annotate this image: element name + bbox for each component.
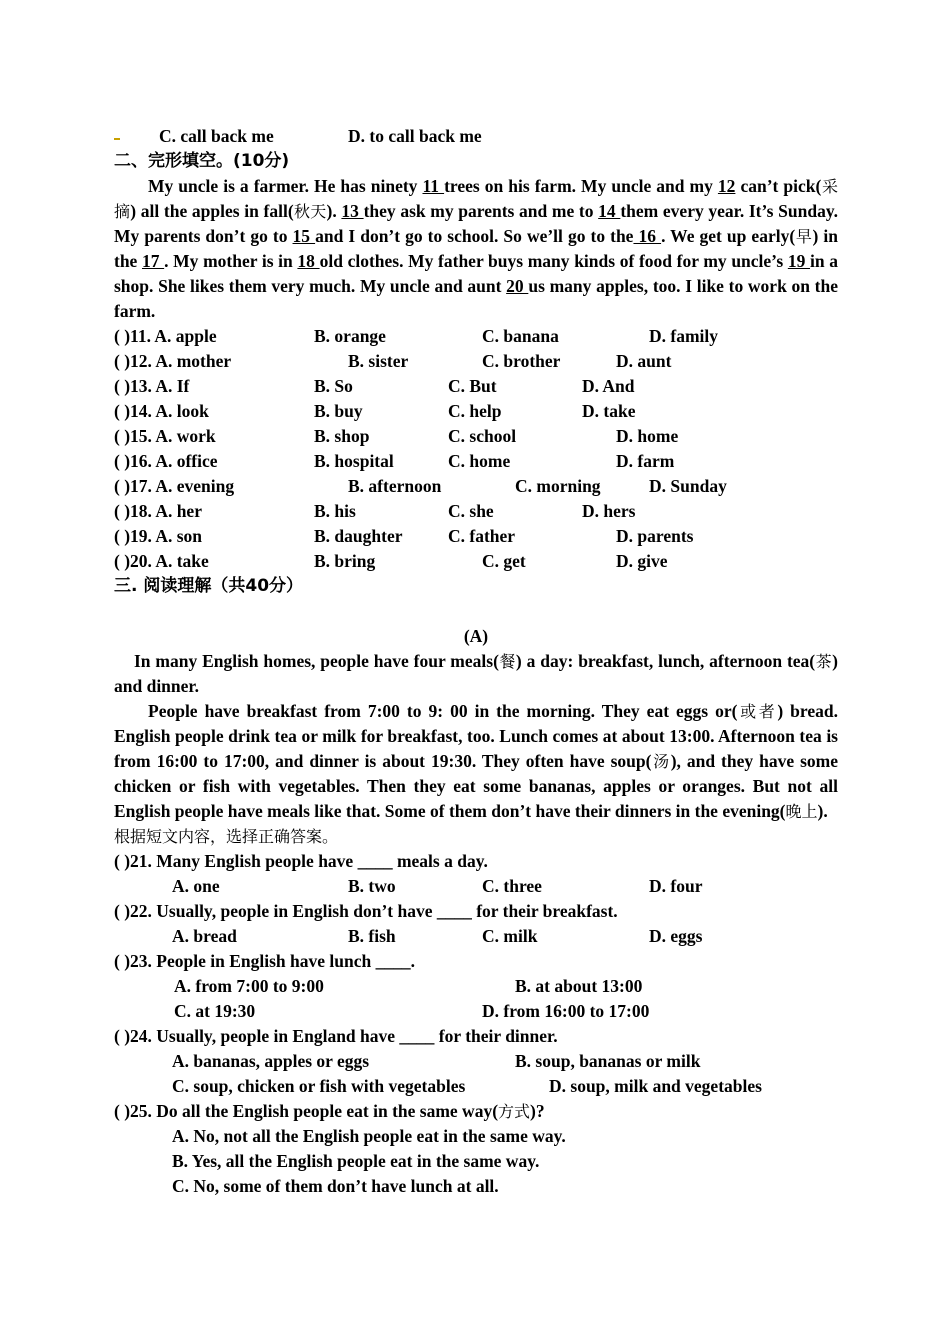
question-row: ( )13. A. If B. So C. But D. And [114, 376, 635, 396]
instruction: 根据短文内容，选择正确答案。 [114, 827, 339, 846]
blank-13: 13 [341, 201, 364, 221]
options-22: A. bread B. fish C. milk D. eggs [172, 926, 703, 946]
options-24a: A. bananas, apples or eggs B. soup, bananas or milk [172, 1051, 701, 1071]
question-row: ( )18. A. her B. his C. she D. hers [114, 501, 636, 521]
question-row: ( )16. A. office B. hospital C. home D. farm [114, 451, 675, 471]
top-options-row [114, 124, 838, 149]
blank-17: 17 [141, 251, 165, 271]
question-25: ( )25. Do all the English people eat in the same way(方式)? [114, 1101, 545, 1121]
section2-heading: 二、完形填空。(10分) [114, 151, 290, 171]
blank-20: 20 [506, 276, 529, 296]
question-24: ( )24. Usually, people in England have ____ for their dinner. [114, 1026, 558, 1046]
question-row: ( )20. A. take B. bring C. get D. give [114, 551, 668, 571]
question-23: ( )23. People in English have lunch ____. [114, 951, 415, 971]
question-22: ( )22. Usually, people in English don’t have ____ for their breakfast. [114, 901, 618, 921]
question-row: ( )19. A. son B. daughter C. father D. parents [114, 526, 694, 546]
passage-label: (A) [463, 626, 489, 646]
blank-12: 12 [717, 176, 736, 196]
question-row: ( )12. A. mother B. sister C. brother D. aunt [114, 351, 672, 371]
question-21: ( )21. Many English people have ____ meals a day. [114, 851, 488, 871]
options-23b: C. at 19:30 D. from 16:00 to 17:00 [174, 1001, 650, 1021]
marker-dot [114, 138, 120, 140]
option-25a: A. No, not all the English people eat in the same way. [172, 1126, 566, 1146]
blank-16: 16 [633, 226, 662, 246]
blank-15: 15 [292, 226, 316, 246]
reading-paragraph-1: In many English homes, people have four meals(餐) a day: breakfast, lunch, afternoon tea(茶) and dinner. [114, 651, 838, 696]
question-row: ( )17. A. evening B. afternoon C. morning D. Sunday [114, 476, 727, 496]
blank-14: 14 [598, 201, 621, 221]
blank-11: 11 [422, 176, 445, 196]
options-23a: A. from 7:00 to 9:00 B. at about 13:00 [174, 976, 643, 996]
question-row: ( )11. A. apple B. orange C. banana D. family [114, 326, 719, 346]
option-d: D. to call back me [348, 126, 482, 146]
options-24b: C. soup, chicken or fish with vegetables D. soup, milk and vegetables [172, 1076, 762, 1096]
options-21: A. one B. two C. three D. four [172, 876, 703, 896]
document-page [114, 124, 838, 1199]
option-c: C. call back me [159, 126, 274, 146]
reading-paragraph-2: People have breakfast from 7:00 to 9: 00 in the morning. They eat eggs or(或者) bread. English people drink tea or milk for breakfast, too. Lunch comes at about 13:00. Afternoon tea is from 16:00 to 17:00, and dinner is about 19:30. They often have soup(汤), and they have some chicken or fish with vegetables. Then they eat some bananas, apples or oranges. But not all English people have meals like that. Some of them don’t have their dinners in the evening(晚上). [114, 701, 838, 821]
blank-18: 18 [297, 251, 320, 271]
cloze-passage: My uncle is a farmer. He has ninety 11 trees on his farm. My uncle and my 12 can’t pick(采摘) all the apples in fall(秋天). 13 they ask my parents and me to 14 them every year. It’s Sunday. My parents don’t go to 15 and I don’t go to school. So we’ll go to the 16 . We get up early(早) in the 17 . My mother is in 18 old clothes. My father buys many kinds of food for my uncle’s 19 in a shop. She likes them very much. My uncle and aunt 20 us many apples, too. I like to work on the farm. [114, 176, 839, 321]
spacer [114, 599, 838, 624]
section3-heading: 三. 阅读理解（共40分） [114, 576, 304, 596]
question-row: ( )14. A. look B. buy C. help D. take [114, 401, 636, 421]
option-25c: C. No, some of them don’t have lunch at all. [172, 1176, 499, 1196]
option-25b: B. Yes, all the English people eat in the same way. [172, 1151, 540, 1171]
question-row: ( )15. A. work B. shop C. school D. home [114, 426, 679, 446]
blank-19: 19 [787, 251, 810, 271]
